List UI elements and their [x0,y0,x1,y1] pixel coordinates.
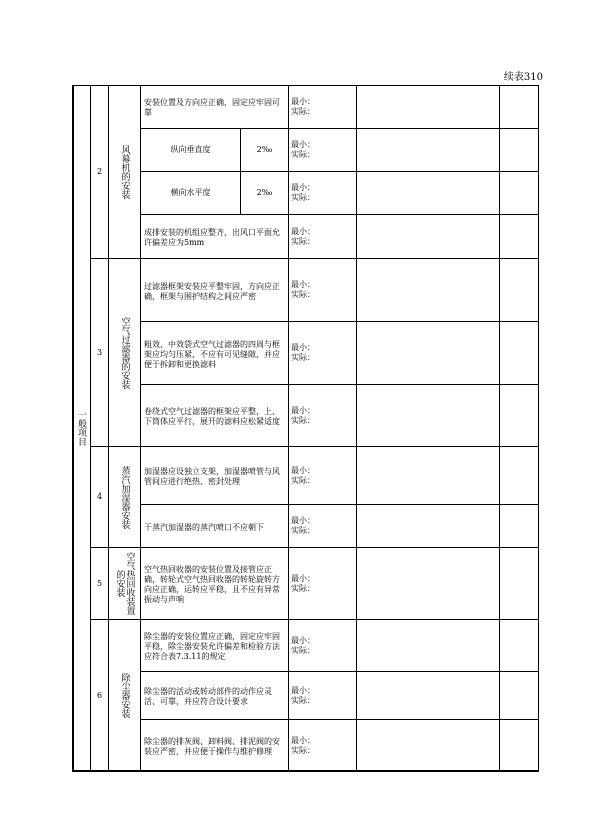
item-name: 风幕机的安装 [119,144,130,199]
actual-label: 实际： [291,645,315,655]
requirement-text: 除尘器的活动或转动部件的动作应灵活、可靠，并应符合设计要求 [144,687,272,706]
actual-label: 实际： [291,415,315,425]
requirement-text: 加湿器应设独立支架，加湿器喷管与风管间应进行绝热、密封处理 [144,467,280,486]
actual-label: 实际： [291,583,315,593]
sub-item-value: 2‰ [256,145,273,154]
requirement-text: 空气热回收器的安装位置及接管应正确，转轮式空气热回收器的转轮旋转方向应正确，运转应平稳，且不应有异常振动与声响 [144,565,280,604]
actual-label: 实际： [291,353,315,362]
requirement-text: 安装位置及方向应正确，固定应牢固可靠 [144,98,280,117]
actual-label: 实际： [291,290,315,299]
min-label: 最小： [291,735,315,745]
min-label: 最小： [291,635,315,645]
actual-label: 实际： [291,150,315,159]
item-name: 除尘器安装 [119,673,130,718]
requirement-text: 除尘器的排灰阀、卸料阀、排泥阀的安装应严密，并应便于操作与维护修理 [144,737,280,756]
min-label: 最小： [291,226,315,236]
min-label: 最小： [291,280,315,289]
min-label: 最小： [291,405,315,415]
requirement-text: 除尘器的安装位置应正确，固定应牢固平稳，除尘器安装允许偏差和检验方法应符合表7.3.11的规定 [144,632,280,661]
min-label: 最小： [291,573,315,583]
actual-label: 实际： [291,236,315,246]
requirement-text: 粗效、中效袋式空气过滤器的四周与框架应均匀压紧，不应有可见缝隙，并应便于拆卸和更换滤料 [144,339,280,369]
min-label: 最小： [291,465,315,475]
continuation-label: 续表310 [503,72,543,83]
item-number: 6 [96,690,103,700]
requirement-text: 干蒸汽加湿器的蒸汽喷口不应朝下 [144,522,264,532]
requirement-text: 过滤器框架安装应平整牢固，方向应正确，框架与围护结构之间应严密 [144,281,280,301]
sub-item-label: 纵向垂直度 [170,145,211,154]
sub-item-value: 2‰ [256,188,273,197]
actual-label: 实际： [291,526,315,535]
item-number: 2 [96,166,103,176]
min-label: 最小： [291,140,315,149]
min-label: 最小： [291,96,315,106]
requirement-text: 成排安装的机组应整齐，出风口平面允许偏差应为5mm [144,228,280,247]
min-label: 最小： [291,685,315,695]
item-name: 空气热回收装置的安装 [114,552,135,615]
min-label: 最小： [291,183,315,192]
actual-label: 实际： [291,475,315,485]
actual-label: 实际： [291,193,315,202]
actual-label: 实际： [291,106,315,116]
table-border [72,85,539,771]
sub-item-label: 横向水平度 [170,188,211,197]
category-label: 一般项目 [76,410,86,446]
actual-label: 实际： [291,745,315,755]
requirement-text: 卷绕式空气过滤器的框架应平整，上、下筒体应平行，展开的滤料应松紧适度 [144,407,280,426]
item-number: 5 [96,578,103,588]
item-name: 蒸汽加湿器安装 [119,465,130,529]
actual-label: 实际： [291,695,315,705]
item-name: 空气过滤器的安装 [119,316,130,389]
min-label: 最小： [291,516,315,525]
item-number: 3 [96,347,103,357]
item-number: 4 [96,492,103,501]
min-label: 最小： [291,343,315,352]
